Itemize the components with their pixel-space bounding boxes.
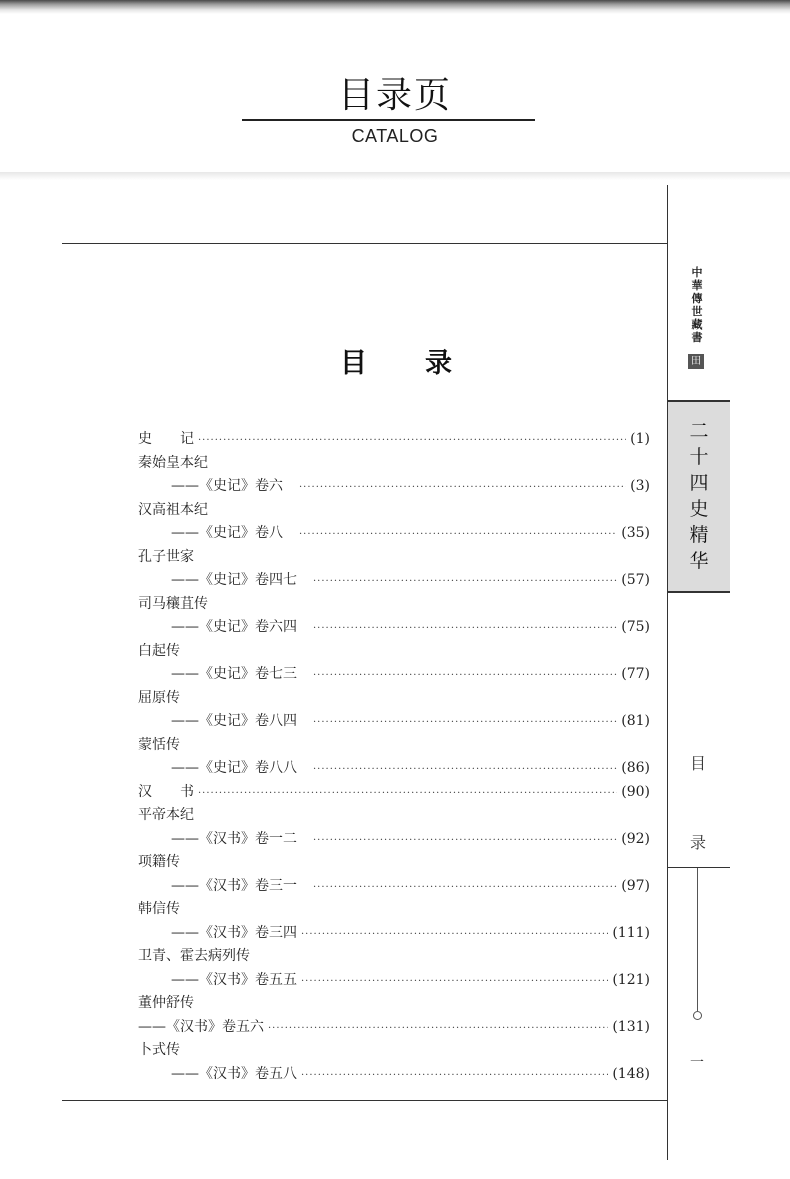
toc-entry[interactable] [138, 757, 650, 781]
toc-entry-label: ——《汉书》卷三一 [171, 877, 297, 894]
toc-entry-page: (1) [630, 431, 650, 447]
toc-entry-label: ——《史记》卷六四 [171, 619, 297, 635]
book-title: 二十四史精华 [689, 420, 709, 572]
toc-entry[interactable] [138, 687, 650, 711]
page-number: 一 [690, 1055, 704, 1071]
page-margin-line [667, 185, 668, 1160]
toc-entry-label: 司马穰苴传 [138, 595, 208, 612]
toc-entry-page: (57) [621, 572, 650, 588]
series-name: 中華傳世藏書 [691, 266, 703, 344]
toc-entry-page: (121) [612, 971, 650, 988]
toc-leader [301, 1064, 608, 1088]
book-title-box [668, 400, 730, 593]
toc-entry-label: 汉高祖本纪 [138, 501, 208, 518]
toc-entry-label: 卜式传 [138, 1042, 180, 1058]
toc-entry[interactable] [138, 875, 650, 899]
toc-entry[interactable] [138, 593, 650, 617]
toc-entry[interactable] [138, 1039, 650, 1063]
toc-entry[interactable] [138, 969, 650, 993]
toc-entry-label: ——《史记》卷六 [171, 478, 283, 494]
toc-leader [313, 711, 617, 735]
toc-entry[interactable] [138, 898, 650, 922]
toc-entry-label: 卫青、霍去病列传 [138, 948, 250, 964]
toc-entry-page: (3) [630, 478, 650, 494]
toc-entry-page: (111) [612, 924, 650, 941]
toc-entry-label: 孔子世家 [138, 548, 194, 565]
toc-entry-page: (86) [621, 760, 650, 776]
toc-entry-label: ——《史记》卷七三 [171, 666, 297, 682]
toc-entry-label: 史记 [138, 431, 222, 447]
toc-entry-label: ——《史记》卷八四 [171, 713, 297, 729]
toc-entry[interactable] [138, 663, 650, 687]
toc-entry-label: 白起传 [138, 642, 180, 659]
toc-entry[interactable] [138, 452, 650, 476]
toc-entry-label: 秦始皇本纪 [138, 454, 208, 471]
toc-entry[interactable] [138, 1016, 650, 1040]
toc-entry[interactable] [138, 475, 650, 499]
toc-leader [299, 476, 626, 500]
toc-entry-page: (77) [621, 666, 650, 682]
toc-entry[interactable] [138, 945, 650, 969]
toc-entry[interactable] [138, 616, 650, 640]
toc-entry-label: 平帝本纪 [138, 807, 194, 823]
toc-leader [268, 1017, 608, 1041]
page-top-rule [62, 243, 668, 244]
catalog-title: 目录页 [337, 75, 452, 116]
side-rule [668, 867, 730, 868]
toc-entry[interactable] [138, 828, 650, 852]
toc-heading: 目录 [340, 348, 510, 379]
top-shadow [0, 0, 790, 14]
toc-leader [198, 429, 626, 453]
toc-leader [313, 617, 617, 641]
toc-entry[interactable] [138, 781, 650, 805]
toc-entry-page: (97) [621, 877, 650, 894]
toc-entry-label: ——《史记》卷八 [171, 525, 283, 541]
toc-entry-label: ——《汉书》卷三四 [171, 924, 297, 941]
toc-entry-label: ——《史记》卷四七 [171, 572, 297, 588]
toc-entry-label: ——《史记》卷八八 [171, 760, 297, 776]
toc-entry-label: 项籍传 [138, 854, 180, 870]
toc-entry[interactable] [138, 522, 650, 546]
toc-entry[interactable] [138, 499, 650, 523]
toc-entry[interactable] [138, 992, 650, 1016]
catalog-title-rule [242, 119, 535, 121]
toc-leader [313, 664, 617, 688]
toc-entry-label: 董仲舒传 [138, 995, 194, 1011]
toc-entry-label: 汉书 [138, 783, 222, 800]
toc-entry[interactable] [138, 734, 650, 758]
toc-entry[interactable] [138, 710, 650, 734]
toc-entry-page: (75) [621, 619, 650, 635]
toc-entry[interactable] [138, 922, 650, 946]
toc-entry-page: (35) [621, 525, 650, 541]
seal-icon: 田 [688, 354, 704, 369]
toc-leader [198, 782, 617, 806]
section-divider [0, 172, 790, 180]
toc-entry[interactable] [138, 851, 650, 875]
toc-entry-label: ——《汉书》卷五六 [138, 1018, 264, 1035]
toc-leader [313, 829, 617, 853]
toc-entry-label: ——《汉书》卷五八 [171, 1065, 297, 1082]
toc-entry-page: (92) [621, 830, 650, 847]
toc-leader [313, 758, 617, 782]
toc-entry-page: (148) [612, 1065, 650, 1082]
side-stem-line [697, 868, 698, 1011]
toc-entry[interactable] [138, 1063, 650, 1087]
section-char-mu: 目 [689, 754, 706, 773]
toc-leader [313, 570, 617, 594]
catalog-subtitle: CATALOG [351, 126, 439, 146]
toc-leader [313, 876, 617, 900]
toc-entry[interactable] [138, 569, 650, 593]
toc-leader [301, 970, 608, 994]
toc-leader [301, 923, 608, 947]
toc-entry[interactable] [138, 804, 650, 828]
toc-entry[interactable] [138, 428, 650, 452]
toc-entry-page: (81) [621, 713, 650, 729]
toc-entry-label: 蒙恬传 [138, 736, 180, 753]
side-circle-icon [693, 1011, 702, 1020]
toc-entry-page: (90) [621, 783, 650, 800]
toc-entry-page: (131) [612, 1018, 650, 1035]
toc-entry[interactable] [138, 546, 650, 570]
toc-entry-label: ——《汉书》卷五五 [171, 971, 297, 988]
toc-entry[interactable] [138, 640, 650, 664]
section-char-lu: 录 [689, 833, 706, 852]
page-bottom-rule [62, 1100, 668, 1101]
toc-entry-label: 韩信传 [138, 901, 180, 917]
toc-entry-label: 屈原传 [138, 689, 180, 706]
toc-entry-label: ——《汉书》卷一二 [171, 830, 297, 847]
toc-leader [299, 523, 617, 547]
toc-list [138, 428, 650, 1086]
